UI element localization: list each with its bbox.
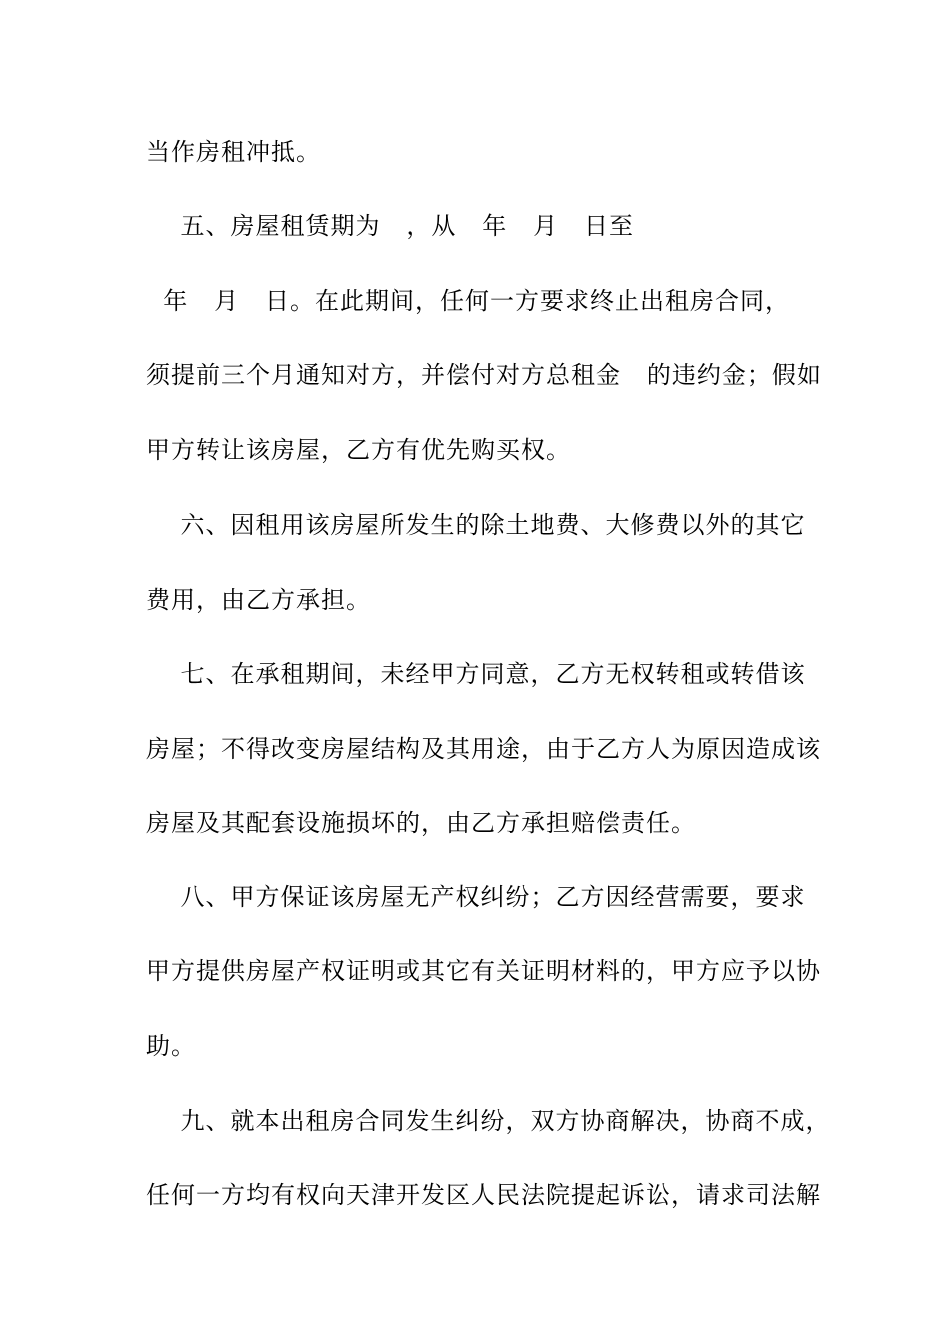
text-line: 六、因租用该房屋所发生的除土地费、大修费以外的其它 xyxy=(146,511,806,539)
text-line: 助。 xyxy=(146,1032,196,1060)
text-line: 任何一方均有权向天津开发区人民法院提起诉讼，请求司法解 xyxy=(146,1181,821,1209)
text-line: 甲方提供房屋产权证明或其它有关证明材料的，甲方应予以协 xyxy=(146,957,821,985)
text-line: 费用，由乙方承担。 xyxy=(146,586,371,614)
text-line: 年 月 日。在此期间，任何一方要求终止出租房合同， xyxy=(146,287,791,315)
text-line: 当作房租冲抵。 xyxy=(146,138,321,166)
text-line: 九、就本出租房合同发生纠纷，双方协商解决，协商不成， xyxy=(146,1107,831,1135)
text-line: 房屋；不得改变房屋结构及其用途，由于乙方人为原因造成该 xyxy=(146,735,821,763)
text-line: 七、在承租期间，未经甲方同意，乙方无权转租或转借该 xyxy=(146,660,806,688)
text-line: 须提前三个月通知对方，并偿付对方总租金 的违约金；假如 xyxy=(146,361,822,389)
text-line: 甲方转让该房屋，乙方有优先购买权。 xyxy=(146,436,571,464)
text-line: 房屋及其配套设施损坏的，由乙方承担赔偿责任。 xyxy=(146,809,696,837)
text-line: 八、甲方保证该房屋无产权纠纷；乙方因经营需要，要求 xyxy=(146,883,806,911)
text-line: 五、房屋租赁期为 ，从 年 月 日至 xyxy=(146,212,635,240)
